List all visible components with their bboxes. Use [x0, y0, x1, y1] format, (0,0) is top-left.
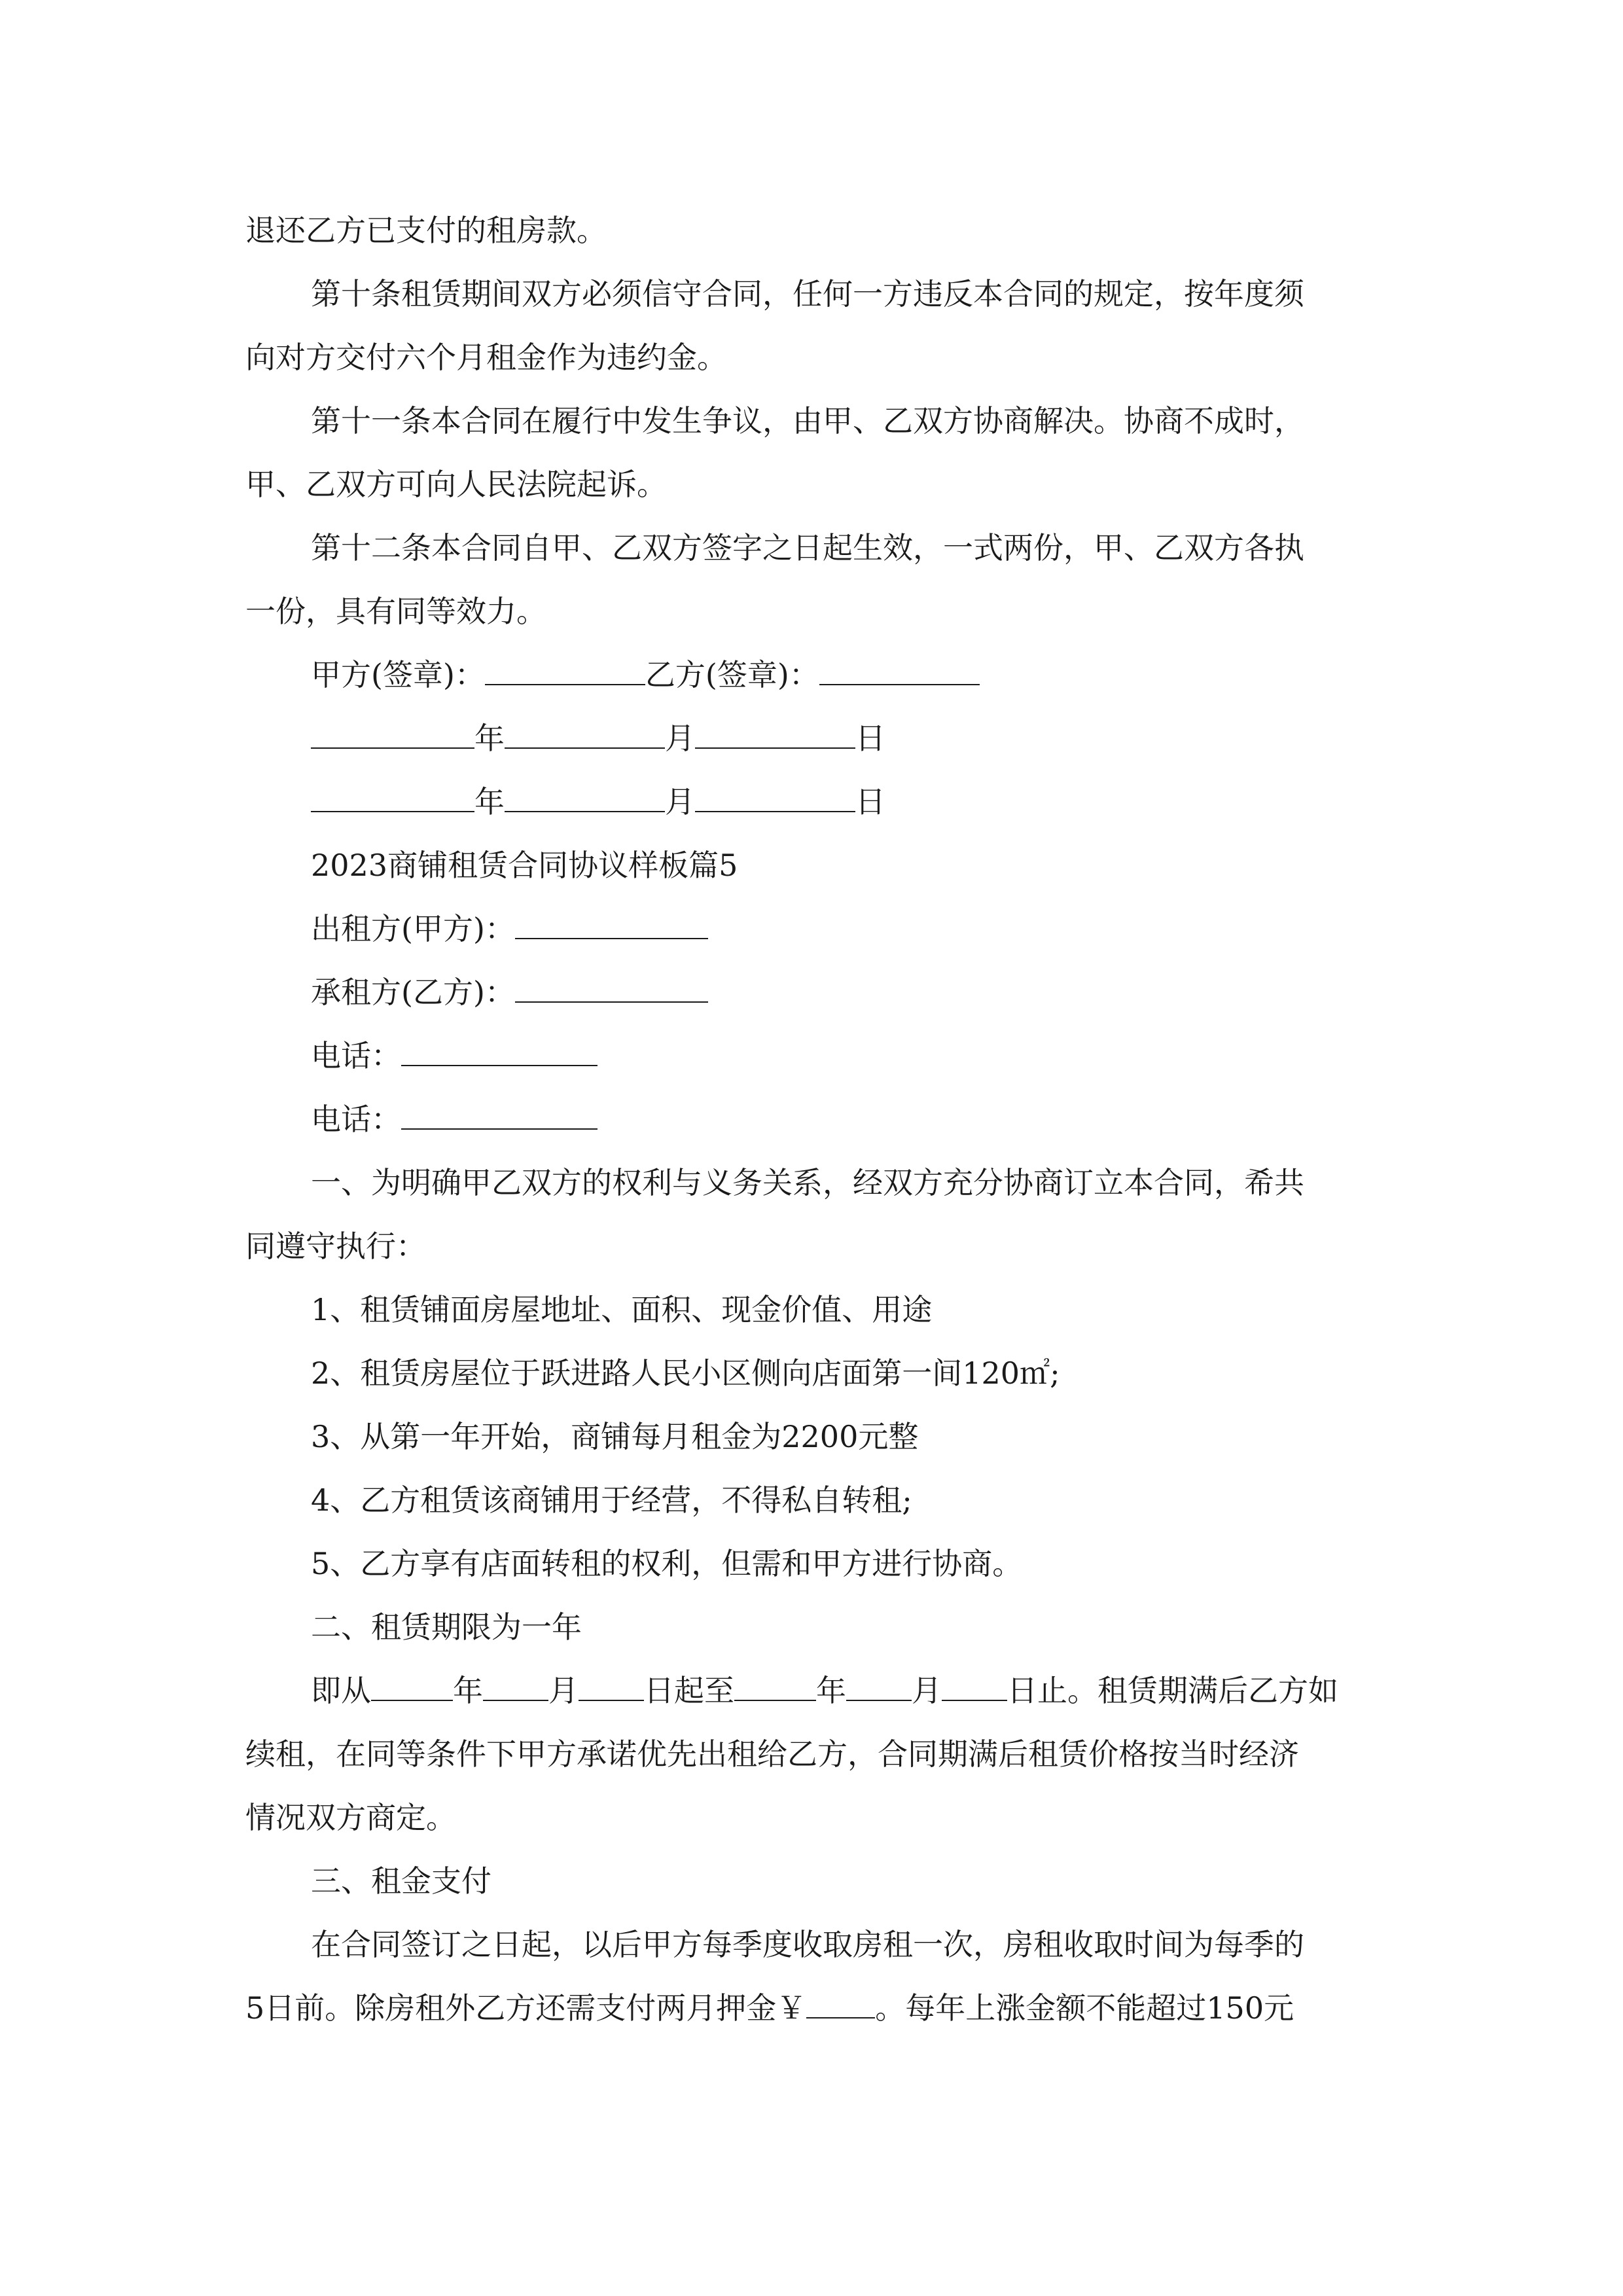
lessee-blank[interactable] [515, 975, 708, 1003]
start-day-blank[interactable] [579, 1674, 644, 1701]
text-line: 第十条租赁期间双方必须信守合同，任何一方违反本合同的规定，按年度须 [311, 276, 1304, 312]
deposit-text: 5日前。除房租外乙方还需支付两月押金￥ [245, 1990, 807, 2026]
party-b-signature-blank[interactable] [819, 658, 980, 685]
phone-blank[interactable] [401, 1102, 597, 1130]
section-title: 2023商铺租赁合同协议样板篇5 [311, 848, 738, 883]
end-day-blank[interactable] [942, 1674, 1007, 1701]
term-prefix: 即从 [311, 1673, 371, 1708]
lessor-blank[interactable] [515, 912, 708, 939]
year-blank[interactable] [311, 721, 474, 749]
year-label: 年 [474, 721, 505, 756]
text-line: 退还乙方已支付的租房款。 [245, 213, 607, 248]
text-line: 在合同签订之日起，以后甲方每季度收取房租一次，房租收取时间为每季的 [311, 1927, 1304, 1962]
list-item: 4、乙方租赁该商铺用于经营，不得私自转租; [311, 1482, 912, 1518]
year-blank[interactable] [311, 785, 474, 812]
party-a-signature-label: 甲方(签章)： [311, 657, 485, 692]
lessor-label: 出租方(甲方)： [311, 911, 515, 946]
term-end: 日止。租赁期满后乙方如 [1007, 1673, 1338, 1708]
term-from: 日起至 [644, 1673, 734, 1708]
phone-line [311, 1036, 597, 1075]
section-heading: 三、租金支付 [311, 1863, 491, 1899]
party-a-signature-blank[interactable] [485, 658, 645, 685]
text-line: 情况双方商定。 [245, 1800, 456, 1835]
text-line: 向对方交付六个月租金作为违约金。 [245, 340, 727, 375]
list-item: 5、乙方享有店面转租的权利，但需和甲方进行协商。 [311, 1546, 1023, 1581]
month-label: 月 [665, 784, 695, 819]
end-year-blank[interactable] [734, 1674, 816, 1701]
day-blank[interactable] [695, 721, 855, 749]
month-label: 月 [548, 1673, 579, 1708]
list-item: 3、从第一年开始，商铺每月租金为2200元整 [311, 1419, 919, 1454]
party-b-signature-label: 乙方(签章)： [645, 657, 819, 692]
text-line: 续租，在同等条件下甲方承诺优先出租给乙方，合同期满后租赁价格按当时经济 [245, 1736, 1299, 1772]
deposit-blank[interactable] [806, 1991, 875, 2018]
year-label: 年 [816, 1673, 846, 1708]
date-line-b [311, 782, 885, 821]
month-label: 月 [665, 721, 695, 756]
text-line: 第十一条本合同在履行中发生争议，由甲、乙双方协商解决。协商不成时， [311, 403, 1304, 439]
month-blank[interactable] [505, 785, 665, 812]
text-line: 一、为明确甲乙双方的权利与义务关系，经双方充分协商订立本合同，希共 [311, 1165, 1304, 1200]
year-label: 年 [453, 1673, 483, 1708]
lessee-label: 承租方(乙方)： [311, 975, 515, 1010]
term-line [311, 1671, 1338, 1710]
text-line: 一份，具有同等效力。 [245, 594, 546, 629]
phone-label: 电话： [311, 1038, 401, 1073]
day-blank[interactable] [695, 785, 855, 812]
day-label: 日 [855, 721, 885, 756]
date-line-a [311, 719, 885, 758]
increase-text: 。每年上涨金额不能超过150元 [875, 1990, 1294, 2026]
text-line: 甲、乙双方可向人民法院起诉。 [245, 467, 667, 502]
deposit-line [245, 1988, 1294, 2028]
start-month-blank[interactable] [483, 1674, 548, 1701]
signature-line [311, 655, 980, 694]
phone-label: 电话： [311, 1102, 401, 1137]
list-item: 1、租赁铺面房屋地址、面积、现金价值、用途 [311, 1292, 933, 1327]
month-blank[interactable] [505, 721, 665, 749]
list-item: 2、租赁房屋位于跃进路人民小区侧向店面第一间120㎡; [311, 1355, 1060, 1391]
end-month-blank[interactable] [846, 1674, 912, 1701]
phone-blank[interactable] [401, 1039, 597, 1066]
section-heading: 二、租赁期限为一年 [311, 1609, 582, 1645]
text-line: 同遵守执行： [245, 1229, 426, 1264]
day-label: 日 [855, 784, 885, 819]
lessor-line [311, 909, 708, 948]
month-label: 月 [912, 1673, 942, 1708]
start-year-blank[interactable] [371, 1674, 453, 1701]
lessee-line [311, 973, 708, 1012]
phone-line [311, 1100, 597, 1139]
text-line: 第十二条本合同自甲、乙双方签字之日起生效，一式两份，甲、乙双方各执 [311, 530, 1304, 565]
year-label: 年 [474, 784, 505, 819]
